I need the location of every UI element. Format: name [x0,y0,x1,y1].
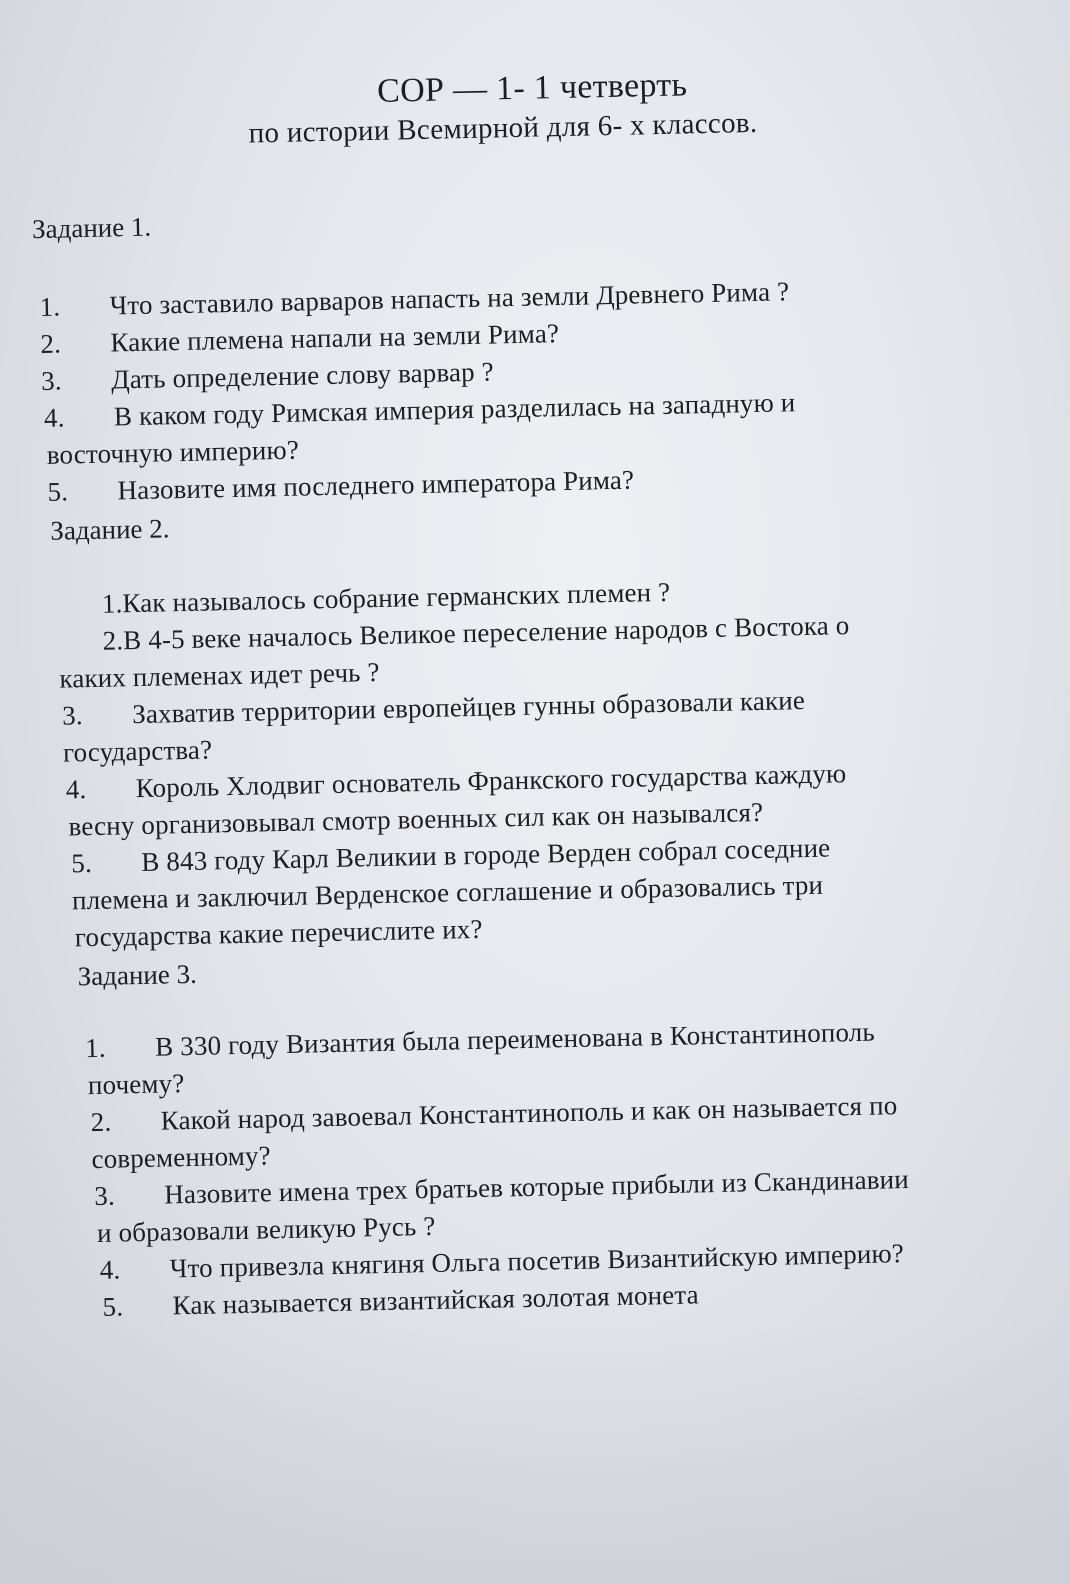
document-subtitle: по истории Всемирной для 6- х классов. [248,106,758,150]
item-text: Назовите имя последнего императора Рима? [117,464,635,506]
task2-item-5-continuation: племена и заключил Верденское соглашение и образовались три [71,869,824,916]
item-text: Как называется византийская золотая монета [172,1279,700,1321]
task2-item-3-continuation: государства? [62,734,213,768]
item-text: Назовите имена трех братьев которые прибыли из Скандинавии [163,1163,910,1210]
task3-item-1-continuation: почему? [87,1068,185,1101]
task1-item-1 [39,276,789,323]
task2-item-1: 1.Как называлось собрание германских племен ? [101,576,671,619]
item-number: 5. [102,1291,124,1322]
item-text: Король Хлодвиг основатель Франкского государства каждую [135,758,847,804]
item-text: Дать определение слову варвар ? [110,356,495,395]
task2-heading: Задание 2. [50,513,170,546]
item-text: В каком году Римская империя разделилась на западную и [113,387,796,432]
task2-item-2: 2.В 4-5 веке началось Великое переселение народов с Востока о [102,610,850,656]
item-text: Что привезла княгиня Ольга посетив Византийскую империю? [169,1238,905,1284]
task1-item-3 [41,356,494,396]
task1-heading: Задание 1. [31,211,152,245]
item-text: В 843 году Карл Великии в городе Верден собрал соседние [140,832,831,877]
task2-item-4-continuation: весну организовывал смотр военных сил как он назывался? [68,796,764,842]
task3-item-5 [102,1279,699,1322]
task2-item-5-continuation-2: государства какие перечислите их? [74,913,483,953]
item-text: Захватив территории европейцев гунны образовали какие [131,685,806,730]
item-number: 5. [47,476,69,507]
item-number: 4. [43,402,65,433]
task3-item-1 [85,1017,875,1065]
item-number: 1. [84,1032,107,1064]
item-number: 2. [40,328,62,359]
item-number: 2. [90,1106,112,1138]
item-text: Что заставило варваров напасть на земли Древнего Рима ? [109,276,790,321]
item-text: В 330 году Византия была переименована в Константинополь [154,1016,876,1062]
task3-item-3-continuation: и образовали великую Русь ? [96,1210,436,1248]
task1-item-2 [40,318,559,360]
item-number: 4. [99,1254,121,1285]
item-text: Какой народ завоевал Константинополь и как он называется по [160,1090,898,1136]
item-text: Какие племена напали на земли Рима? [110,318,560,358]
item-number: 1. [39,291,61,322]
task1-item-4-continuation: восточную империю? [46,434,300,470]
task3-item-2-continuation: современному? [91,1140,271,1175]
item-number: 5. [71,848,93,879]
item-number: 3. [93,1180,116,1212]
item-number: 3. [61,700,84,731]
task1-item-5 [47,465,634,508]
task2-item-2-continuation: каких племенах идет речь ? [59,656,380,694]
document-title: СОР — 1- 1 четверть [376,66,688,110]
item-number: 3. [40,365,63,396]
task3-item-2 [90,1090,897,1138]
task3-heading: Задание 3. [77,958,198,992]
item-number: 4. [65,774,87,805]
